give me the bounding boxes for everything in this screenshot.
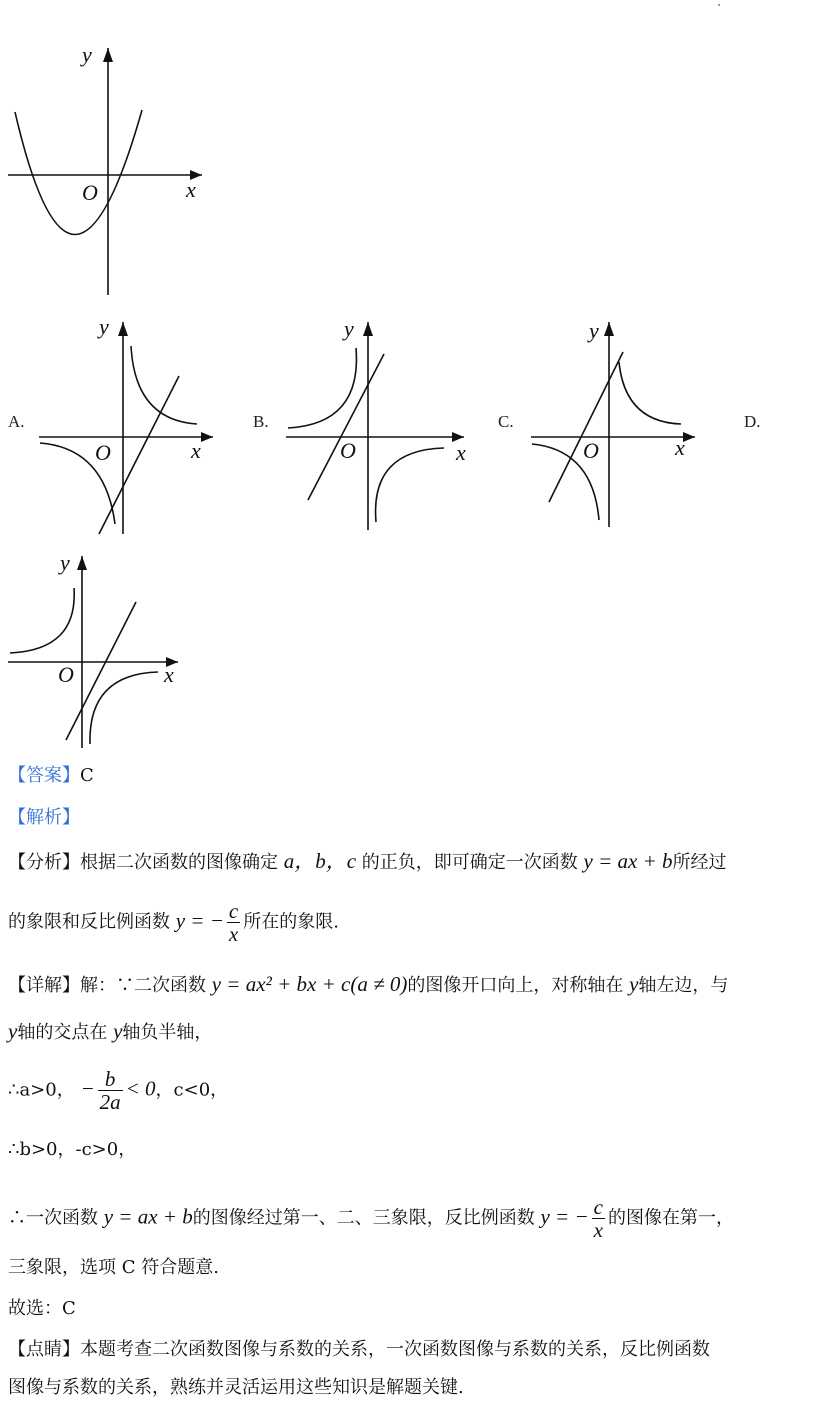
x-axis-label: x bbox=[186, 177, 196, 202]
analysis-tag: 【解析】 bbox=[8, 807, 80, 828]
answer-line bbox=[8, 764, 94, 788]
dianjing-line-1 bbox=[8, 1338, 710, 1362]
xiangjie-line-2 bbox=[8, 1019, 212, 1045]
xiangjie-line-6 bbox=[8, 1256, 219, 1280]
origin-label: O bbox=[95, 440, 111, 465]
dianjing-tag: 【点睛】 bbox=[8, 1339, 80, 1360]
x-axis-label: x bbox=[456, 440, 466, 465]
fenxi-tag: 【分析】 bbox=[8, 852, 80, 873]
var-y: y bbox=[8, 1019, 18, 1043]
fenxi-text: 所经过 bbox=[672, 852, 727, 873]
origin-label: O bbox=[583, 438, 599, 463]
var-y: y bbox=[113, 1019, 123, 1043]
x-axis-label: x bbox=[164, 662, 174, 687]
fenxi-text: 根据二次函数的图像确定 bbox=[80, 852, 278, 873]
linear-equation: y = ax + b bbox=[583, 849, 673, 873]
option-b-graph bbox=[282, 312, 472, 532]
y-axis-label: y bbox=[82, 42, 92, 67]
xiangjie-text: 的图像开口向上，对称轴在 bbox=[407, 975, 624, 996]
linear-equation: y = ax + b bbox=[103, 1204, 193, 1229]
xiangjie-line-5 bbox=[8, 1196, 734, 1241]
xiangjie-text: 三象限，选项 C 符合题意. bbox=[8, 1257, 219, 1278]
inequality: < 0 bbox=[125, 1076, 156, 1101]
xiangjie-text: 的图像在第一， bbox=[607, 1207, 734, 1229]
fraction-c-over-x: $\frac{c}{x}$ bbox=[593, 1195, 603, 1242]
fenxi-text: 的象限和反比例函数 bbox=[8, 911, 170, 933]
option-d-label: D. bbox=[744, 412, 761, 431]
option-a-graph bbox=[35, 312, 220, 537]
minus-sign: − bbox=[80, 1076, 95, 1101]
option-c-graph bbox=[527, 312, 707, 532]
quadratic-equation: y = ax² + bx + c(a ≠ 0) bbox=[211, 972, 408, 996]
x-axis-label: x bbox=[191, 438, 201, 463]
dianjing-line-2 bbox=[8, 1376, 464, 1400]
xiangjie-text: ∴a>0， bbox=[8, 1079, 75, 1101]
dianjing-text: 本题考查二次函数图像与系数的关系，一次函数图像与系数的关系，反比例函数 bbox=[80, 1339, 710, 1360]
fenxi-text: 所在的象限. bbox=[243, 911, 339, 933]
fenxi-line-2 bbox=[8, 900, 339, 945]
origin-label: O bbox=[82, 180, 98, 205]
answer-tag: 【答案】 bbox=[8, 765, 80, 786]
fenxi-text: 的正负，即可确定一次函数 bbox=[361, 852, 578, 873]
y-axis-label: y bbox=[589, 318, 599, 343]
y-axis-label: y bbox=[99, 314, 109, 339]
fenxi-line-1 bbox=[8, 849, 727, 875]
option-b-label: B. bbox=[253, 412, 269, 431]
parabola-graph bbox=[0, 40, 220, 300]
xiangjie-text: 轴的交点在 bbox=[17, 1022, 108, 1043]
inverse-equation-lhs: y = − bbox=[175, 908, 224, 933]
xiangjie-text: 的图像经过第一、二、三象限，反比例函数 bbox=[192, 1207, 535, 1229]
var-y: y bbox=[629, 972, 639, 996]
xiangjie-text: 轴负半轴， bbox=[122, 1022, 213, 1043]
xiangjie-line-7 bbox=[8, 1297, 76, 1321]
fraction-c-over-x: $\frac{c}{x}$ bbox=[228, 899, 239, 946]
xiangjie-text: 轴左边，与 bbox=[638, 975, 729, 996]
xiangjie-text: ∴一次函数 bbox=[8, 1207, 98, 1229]
fraction-b-over-2a: $\frac{b}{2a}$ bbox=[99, 1067, 121, 1114]
xiangjie-text: 故选：C bbox=[8, 1298, 76, 1319]
analysis-tag-line bbox=[8, 806, 80, 830]
option-c-label: C. bbox=[498, 412, 514, 431]
xiangjie-line-4 bbox=[8, 1138, 136, 1162]
option-a-label: A. bbox=[8, 412, 25, 431]
xiangjie-text: ，c<0， bbox=[155, 1079, 229, 1101]
scan-dot bbox=[718, 4, 720, 6]
x-axis-label: x bbox=[675, 435, 685, 460]
xiangjie-line-1 bbox=[8, 972, 728, 998]
xiangjie-line-3 bbox=[8, 1068, 228, 1113]
fenxi-vars: a，b，c bbox=[283, 849, 357, 873]
xiangjie-text: 解：∵二次函数 bbox=[80, 975, 206, 996]
y-axis-label: y bbox=[60, 550, 70, 575]
inverse-equation-lhs: y = − bbox=[540, 1204, 589, 1229]
dianjing-text: 图像与系数的关系，熟练并灵活运用这些知识是解题关键. bbox=[8, 1377, 464, 1398]
y-axis-label: y bbox=[344, 316, 354, 341]
xiangjie-tag: 【详解】 bbox=[8, 975, 80, 996]
option-d-graph bbox=[0, 548, 195, 753]
origin-label: O bbox=[340, 438, 356, 463]
origin-label: O bbox=[58, 662, 74, 687]
xiangjie-text: ∴b>0，-c>0， bbox=[8, 1139, 137, 1160]
answer-value: C bbox=[80, 765, 94, 786]
